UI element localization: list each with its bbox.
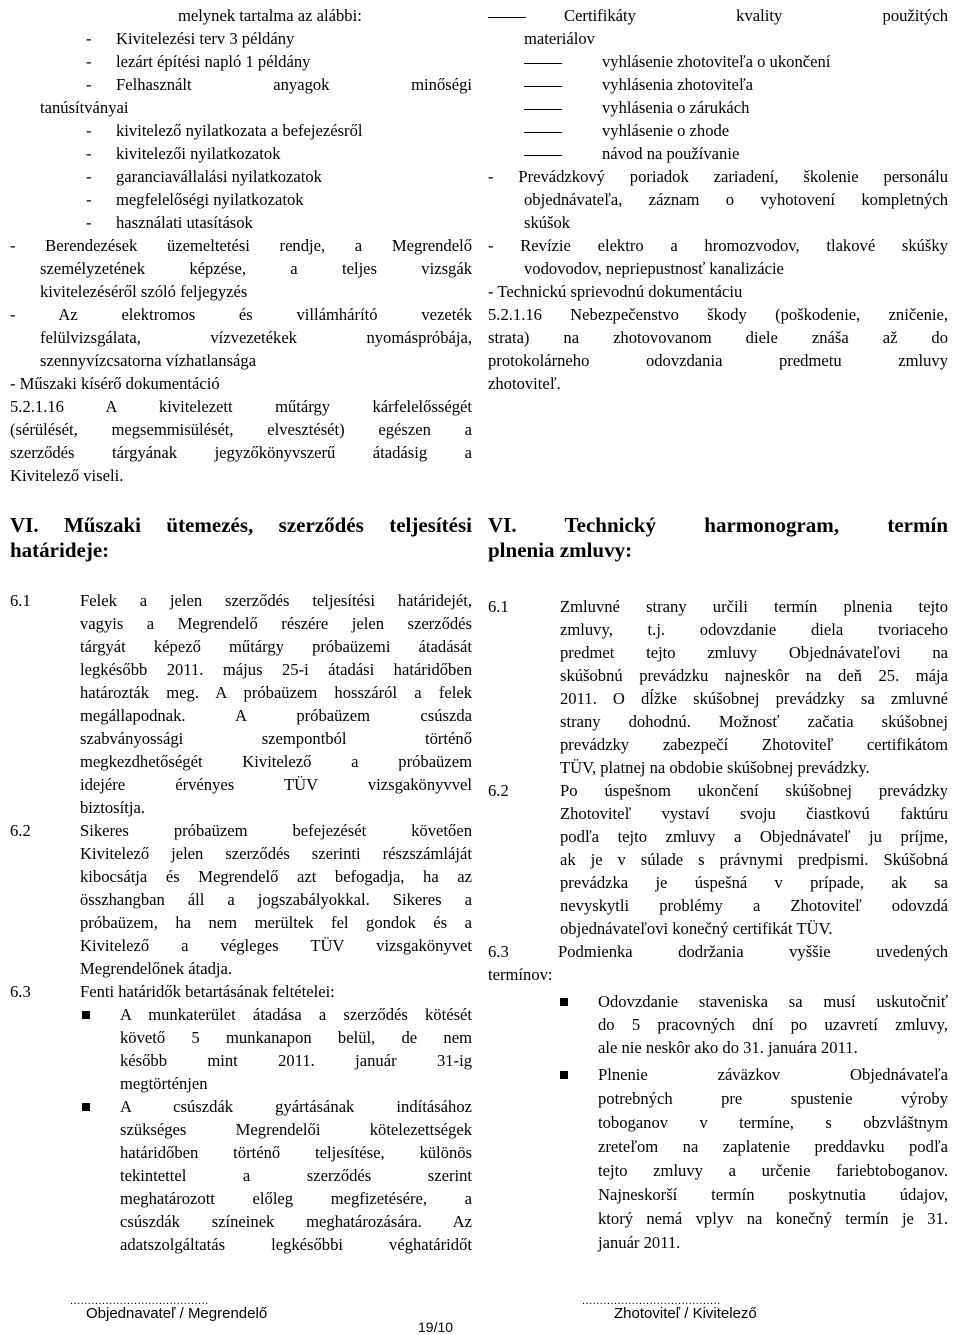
section-6-1 [488, 595, 948, 779]
heading-line: plnenia zmluvy: [488, 538, 633, 562]
signature-label-right: Zhotoviteľ / Kivitelező [614, 1305, 757, 1322]
text-line: strany dohodnú. Možnosť začatia skúšobnej [560, 712, 948, 731]
text-line: Kivitelező viseli. [10, 466, 124, 485]
section-heading [488, 513, 948, 563]
text-line: Kivitelező a végleges TÜV vizsgakönyvet [80, 936, 472, 955]
list-item: - Felhasznált anyagok minőségi [86, 75, 472, 94]
dash-line [524, 155, 562, 156]
left-column-hungarian [10, 4, 472, 1256]
text-line: Certifikáty kvality použitých [564, 6, 948, 25]
section-number: 6.1 [10, 591, 31, 610]
text-line: prevádzka je úspešná v prípade, ak sa [560, 873, 948, 892]
text-line: objednávateľa, záznam o vyhotovení kompletných [524, 190, 948, 209]
text-line: szükséges Megrendelői kötelezettségek [120, 1120, 472, 1139]
list-item: - garanciavállalási nyilatkozatok [86, 167, 322, 186]
list-item: vyhlásenia o zárukách [602, 98, 750, 117]
text-line: nevyskytli problémy a Zhotoviteľ odovzdá [560, 896, 948, 915]
signature-line-right: ....................................... [582, 1295, 721, 1307]
section-6-2 [10, 819, 472, 980]
dash-line [524, 109, 562, 110]
text-line: legkésőbb 2011. május 25-i átadási határidőben [80, 660, 472, 679]
text-line: Zhotoviteľ vystaví svoju čiastkovú faktúru [560, 804, 948, 823]
text-line: A csúszdák gyártásának indításához [120, 1097, 472, 1116]
text-line: toboganov v termíne, s obzvláštnym [598, 1113, 948, 1132]
text-line: követő 5 munkanapon belül, de nem [120, 1028, 472, 1047]
text-line: prevádzky zabezpečí Zhotoviteľ certifikátom [560, 735, 948, 754]
text-line: Zmluvné strany určili termín plnenia tejto [560, 597, 948, 616]
paragraph-liability [10, 395, 472, 487]
signature-label-left: Objednavateľ / Megrendelő [86, 1305, 268, 1322]
condition-bullet-2 [488, 1063, 948, 1255]
text-line: kibocsátja és Megrendelő azt befogadja, ha az [80, 867, 472, 886]
text-line: zhotoviteľ. [488, 374, 561, 393]
heading-line: VI. Technický harmonogram, termín [488, 513, 948, 537]
text-line: protokolárneho odovzdania predmetu zmluvy [488, 351, 948, 370]
text-line: Megrendelőnek átadja. [80, 959, 233, 978]
list-item: - lezárt építési napló 1 példány [86, 52, 311, 71]
text-line: szennyvízcsatorna vízhatlansága [40, 351, 257, 370]
text-line: - Az elektromos és villámhárító vezeték [10, 305, 472, 324]
text-line: tekintettel a szerződés szerint [120, 1166, 472, 1185]
list-item: - Kivitelezési terv 3 példány [86, 29, 295, 48]
paragraph-operation [10, 234, 472, 303]
page-number: 19/10 [418, 1319, 454, 1335]
text-line: Po úspešnom ukončení skúšobnej prevádzky [560, 781, 948, 800]
heading-line: határideje: [10, 538, 110, 562]
paragraph-electric [10, 303, 472, 372]
text-line: Kivitelező jelen szerződés szerinti részszámláját [80, 844, 472, 863]
square-bullet-icon [82, 1103, 90, 1111]
text-line: zmluvy, t.j. odovzdanie diela tvoriaceho [560, 620, 948, 639]
section-number: 6.2 [10, 821, 31, 840]
text-line: 2011. O dĺžke skúšobnej prevádzky sa zmluvné [560, 689, 948, 708]
list-item-continuation: tanúsítványai [40, 98, 129, 117]
text-line: materiálov [524, 29, 595, 48]
text-line: Podmienka dodržania vyššie uvedených [558, 942, 948, 961]
list-item: - kivitelező nyilatkozata a befejezésről [86, 121, 363, 140]
paragraph-operation [488, 165, 948, 234]
text-line: - Revízie elektro a hromozvodov, tlakové skúšky [488, 236, 948, 255]
text-line: szerződés tárgyának jegyzőkönyvszerű átadásig a [10, 443, 472, 462]
text-line: adatszolgáltatás legkésőbbi véghatáridőt [120, 1235, 472, 1254]
text-line: határozták meg. A próbaüzem hosszáról a felek [80, 683, 472, 702]
text-line: próbaüzem, ha nem merültek fel gondok és a [80, 913, 472, 932]
text-line: termínov: [488, 965, 553, 984]
dash-line [524, 86, 562, 87]
dash-line [488, 17, 526, 18]
section-6-3 [10, 980, 472, 1003]
text-line: határidőben történő teljesítése, különös [120, 1143, 472, 1162]
cert-item [488, 4, 948, 50]
dash-line [524, 132, 562, 133]
text-line: biztosítja. [80, 798, 145, 817]
section-number: 6.2 [488, 781, 509, 800]
decl-list [488, 50, 948, 165]
text-line: skúšok [524, 213, 571, 232]
text-line: csúszdák színeinek meghatározására. Az [120, 1212, 472, 1231]
text-line: A munkaterület átadása a szerződés kötését [120, 1005, 472, 1024]
text-line: objednávateľovi konečný certifikát TÜV. [560, 919, 833, 938]
text-line: do 5 pracovných dní po uzavretí zmluvy, [598, 1015, 948, 1034]
text-line: január 2011. [598, 1233, 681, 1252]
paragraph-liability [488, 303, 948, 395]
list-item: - használati utasítások [86, 213, 253, 232]
text-line: kivitelezéséről szóló feljegyzés [40, 282, 248, 301]
square-bullet-icon [82, 1011, 90, 1019]
text-line: Felek a jelen szerződés teljesítési határidejét, [80, 591, 472, 610]
heading-line: VI. Műszaki ütemezés, szerződés teljesítési [10, 513, 472, 537]
text-line: 5.2.1.16 Nebezpečenstvo škody (poškodenie, zničenie, [488, 305, 948, 324]
text-line: potrebných pre spustenie výroby [598, 1089, 948, 1108]
condition-bullet-1 [10, 1003, 472, 1095]
text-line: (sérülését, megsemmisülését, elvesztését) egészen a [10, 420, 472, 439]
square-bullet-icon [560, 1071, 568, 1079]
list-item: návod na používanie [602, 144, 740, 163]
text-line: megállapodnak. A próbaüzem csúszda [80, 706, 472, 725]
text-line: podľa tejto zmluvy a Objednávateľ ju príjme, [560, 827, 948, 846]
list-item: - megfelelőségi nyilatkozatok [86, 190, 304, 209]
paragraph-tech-doc: - Technickú sprievodnú dokumentáciu [488, 282, 743, 301]
text-line: Sikeres próbaüzem befejezését követően [80, 821, 472, 840]
text-line: felülvizsgálata, vízvezetékek nyomáspróbája, [40, 328, 472, 347]
text-line: Odovzdanie staveniska sa musí uskutočniť [598, 992, 948, 1011]
text-line: strata) na zhotovovanom diele znáša až do [488, 328, 948, 347]
section-6-1 [10, 589, 472, 819]
list-item: vyhlásenie zhotoviteľa o ukončení [602, 52, 831, 71]
text-line: ak je v súlade s právnymi predpismi. Skúšobná [560, 850, 948, 869]
text-line: Plnenie záväzkov Objednávateľa [598, 1065, 948, 1084]
paragraph-tech-doc: - Műszaki kísérő dokumentáció [10, 374, 220, 393]
section-number: 6.1 [488, 597, 509, 616]
right-column-slovak [488, 4, 948, 1255]
text-line: megkezdhetőségét Kivitelező a próbaüzem [80, 752, 472, 771]
section-number: 6.3 [10, 982, 31, 1001]
text-line: idejére érvényes TÜV vizsgakönyvvel [80, 775, 472, 794]
paragraph-revision [488, 234, 948, 280]
text-line: vodovodov, nepriepustnosť kanalizácie [524, 259, 784, 278]
list-item: vyhlásenie o zhode [602, 121, 730, 140]
text-line: 5.2.1.16 A kivitelezett műtárgy kárfelelősségét [10, 397, 472, 416]
text-line: később mint 2011. január 31-ig [120, 1051, 472, 1070]
text-line: - Prevádzkový poriadok zariadení, školenie personálu [488, 167, 948, 186]
text-line: Fenti határidők betartásának feltételei: [80, 982, 335, 1001]
list-item: - kivitelezői nyilatkozatok [86, 144, 281, 163]
text-line: ale nie neskôr ako do 31. januára 2011. [598, 1038, 858, 1057]
intro-line: melynek tartalma az alábbi: [178, 6, 362, 25]
condition-bullet-1 [488, 990, 948, 1059]
text-line: szabványossági szempontból történő [80, 729, 472, 748]
section-heading [10, 513, 472, 563]
condition-bullet-2 [10, 1095, 472, 1256]
dash-line [524, 63, 562, 64]
list-item: vyhlásenia zhotoviteľa [602, 75, 753, 94]
square-bullet-icon [560, 998, 568, 1006]
text-line: összhangban áll a jogszabályokkal. Sikeres a [80, 890, 472, 909]
text-line: tárgyát képező műtárgy próbaüzemi átadását [80, 637, 472, 656]
section-6-3 [488, 940, 948, 986]
text-line: TÜV, platnej na obdobie skúšobnej prevádzky. [560, 758, 870, 777]
text-line: tejto zmluvy a určenie fariebtoboganov. [598, 1161, 948, 1180]
text-line: Najneskorší termín poskytnutia údajov, [598, 1185, 948, 1204]
text-line: megtörténjen [120, 1074, 208, 1093]
text-line: személyzetének képzése, a teljes vizsgák [40, 259, 472, 278]
text-line: zreteľom na zaplatenie preddavku podľa [598, 1137, 948, 1156]
text-line: - Berendezések üzemeltetési rendje, a Megrendelő [10, 236, 472, 255]
section-number: 6.3 [488, 942, 509, 961]
text-line: skúšobnú prevádzku najneskôr na deň 25. mája [560, 666, 948, 685]
text-line: vagyis a Megrendelő részére jelen szerződés [80, 614, 472, 633]
text-line: ktorý nemá vplyv na konečný termín je 31. [598, 1209, 948, 1228]
signature-line-left: ....................................... [70, 1295, 209, 1307]
text-line: meghatározott előleg megfizetésére, a [120, 1189, 472, 1208]
text-line: predmet tejto zmluvy Objednávateľovi na [560, 643, 948, 662]
section-6-2 [488, 779, 948, 940]
